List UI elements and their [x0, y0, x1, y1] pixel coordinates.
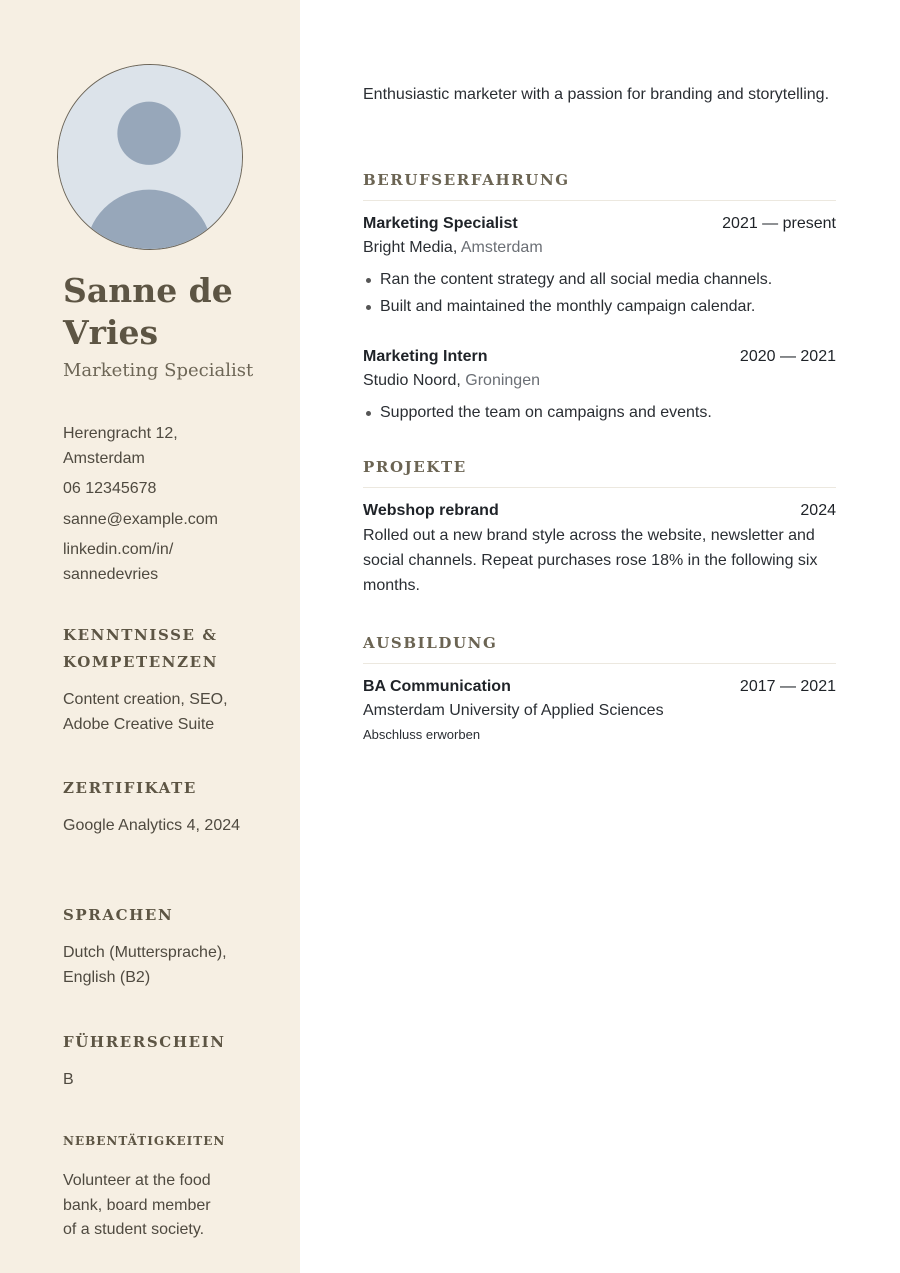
job-location: Groningen: [465, 372, 540, 389]
project-name: Webshop rebrand: [363, 502, 499, 519]
activities-text: Volunteer at the food bank, board member of a student society.: [63, 1172, 211, 1238]
job-role: Marketing Intern: [363, 348, 488, 365]
job-company: Bright Media: [363, 239, 453, 256]
contact-address: Herengracht 12, Amsterdam: [63, 425, 178, 467]
projects-section: [363, 457, 836, 598]
activities-heading: NEBENTÄTIGKEITEN: [63, 1134, 226, 1148]
job-location: Amsterdam: [460, 239, 543, 256]
job-bullets: [363, 399, 836, 426]
job-org: Studio Noord, Groningen: [363, 372, 540, 389]
job-role: Marketing Specialist: [363, 215, 518, 232]
languages-heading: SPRACHEN: [63, 906, 174, 924]
certificates-text: Google Analytics 4, 2024: [63, 817, 241, 834]
job-dates: 2021 — present: [722, 215, 836, 232]
job-bullets: [363, 266, 836, 320]
certificates-section: [63, 775, 263, 839]
languages-text: Dutch (Muttersprache), English (B2): [63, 944, 227, 986]
skills-section: [63, 622, 263, 737]
languages-section: [63, 902, 263, 990]
experience-entry: [363, 344, 836, 426]
job-bullet: Supported the team on campaigns and events.: [363, 399, 836, 426]
skills-heading: KENNTNISSE & KOMPETENZEN: [63, 626, 219, 671]
projects-heading: PROJEKTE: [363, 457, 836, 488]
project-year: 2024: [800, 502, 836, 519]
skills-text: Content creation, SEO, Adobe Creative Suite: [63, 691, 228, 733]
candidate-name: Sanne de Vries: [63, 271, 233, 352]
job-dates: 2020 — 2021: [739, 348, 836, 365]
experience-section: [363, 170, 836, 426]
summary: Enthusiastic marketer with a passion for branding and storytelling.: [363, 86, 830, 103]
job-company: Studio Noord: [363, 372, 457, 389]
education-entry: [363, 674, 836, 745]
avatar: [57, 64, 243, 250]
education-heading: AUSBILDUNG: [363, 633, 836, 664]
project-entry: [363, 498, 836, 598]
contact-phone: 06 12345678: [63, 480, 157, 497]
candidate-title: Marketing Specialist: [63, 360, 254, 381]
experience-heading: BERUFSERFAHRUNG: [363, 170, 836, 201]
degree: BA Communication: [363, 678, 511, 695]
contact-email[interactable]: sanne@example.com: [63, 510, 218, 528]
license-heading: FÜHRERSCHEIN: [63, 1033, 226, 1051]
project-description: Rolled out a new brand style across the website, newsletter and social channels. Repeat purchases rose 18% in the following six months.: [363, 527, 818, 594]
sidebar: [0, 0, 300, 1273]
license-section: [63, 1029, 263, 1093]
job-bullet: Ran the content strategy and all social media channels.: [363, 266, 836, 293]
education-section: [363, 633, 836, 745]
school: Amsterdam University of Applied Sciences: [363, 702, 664, 719]
experience-entry: [363, 211, 836, 320]
contact-linkedin[interactable]: linkedin.com/in/ sannedevries: [63, 541, 174, 583]
activities-section: [63, 1128, 263, 1243]
job-bullet: Built and maintained the monthly campaign calendar.: [363, 293, 836, 320]
person-silhouette-icon: [58, 65, 242, 249]
job-org: Bright Media, Amsterdam: [363, 239, 543, 256]
certificates-heading: ZERTIFIKATE: [63, 779, 197, 797]
education-note: Abschluss erworben: [363, 727, 481, 742]
education-dates: 2017 — 2021: [739, 678, 836, 695]
license-text: B: [63, 1071, 74, 1088]
contact-block: [63, 422, 263, 593]
